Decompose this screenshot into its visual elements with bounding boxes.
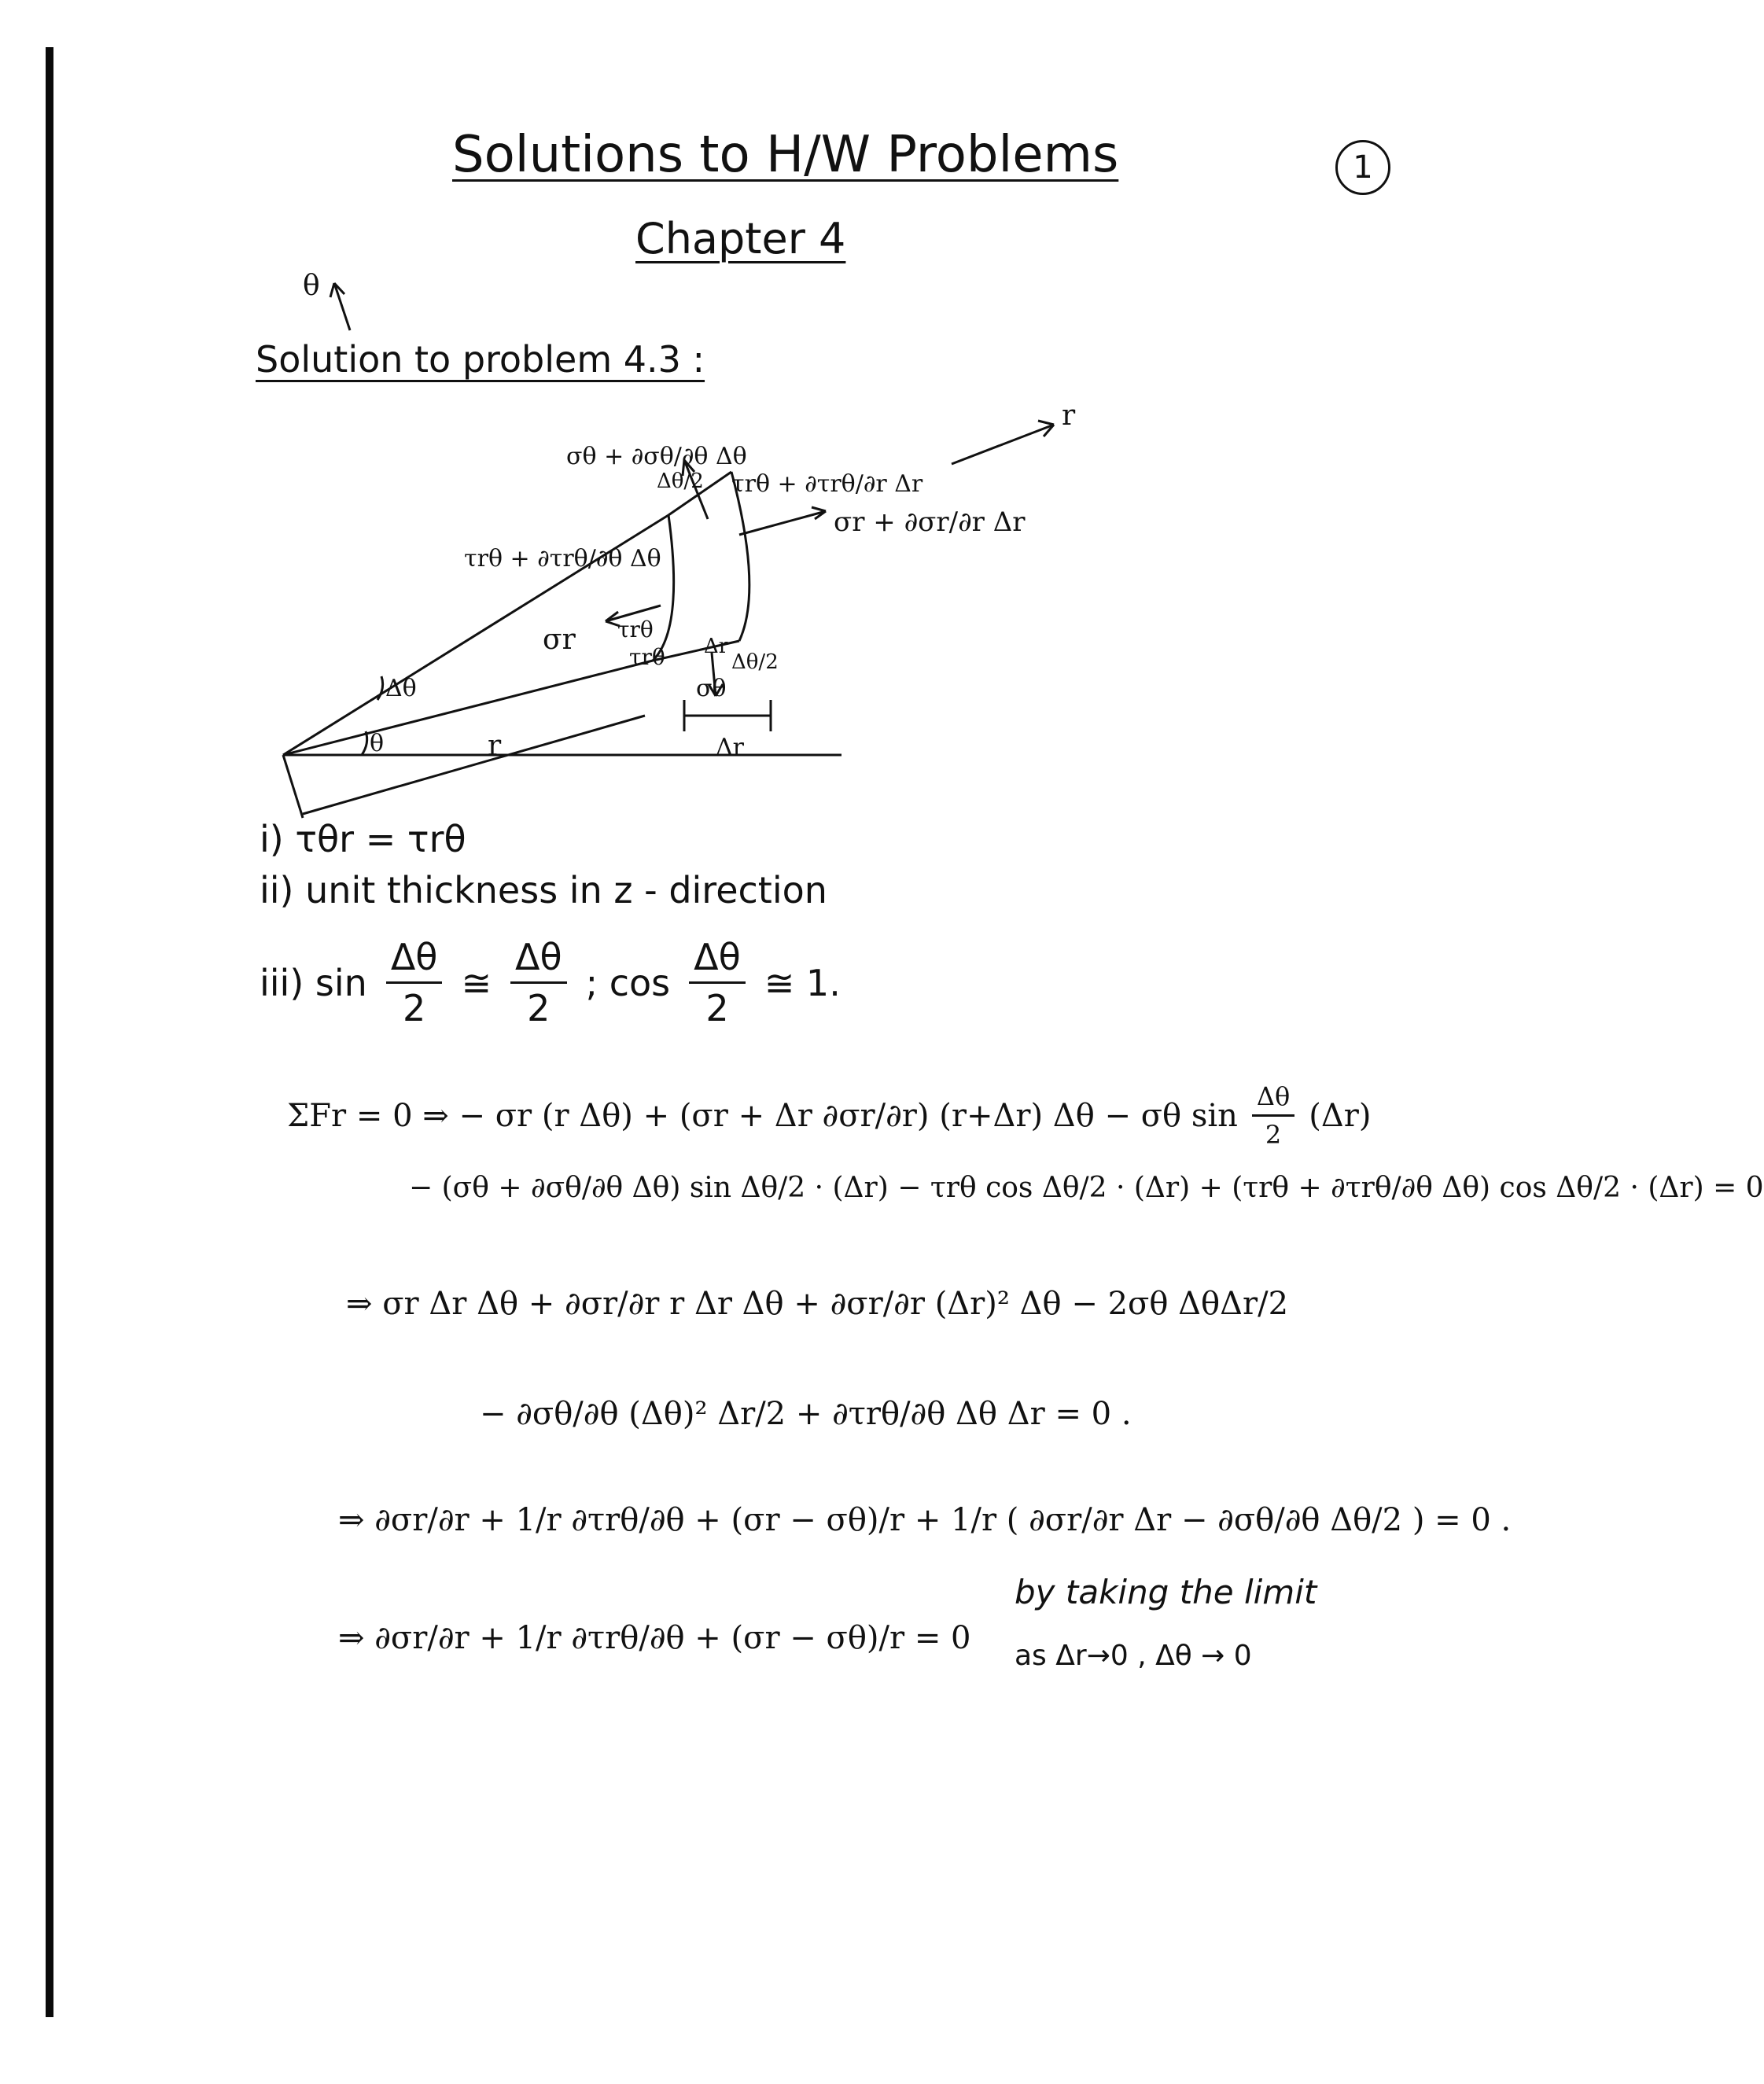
limit-note-2: as Δr→0 , Δθ → 0 <box>1015 1640 1252 1672</box>
note-3-approx: ≅ <box>461 961 492 1004</box>
stress-element-diagram <box>260 260 1125 826</box>
note-3 <box>260 936 841 1029</box>
equation-1 <box>287 1081 1372 1150</box>
equation-1-frac: $\frac{\Delta\theta}{2}$ <box>1252 1081 1294 1150</box>
r-length-label: r <box>488 730 502 762</box>
tau-rtheta-plus-dtheta-label: τrθ + ∂τrθ/∂θ Δθ <box>464 545 661 573</box>
note-2: ii) unit thickness in z - direction <box>260 869 827 911</box>
problem-heading: Solution to problem 4.3 : <box>256 338 705 381</box>
note-3-cos: ; cos <box>585 961 671 1004</box>
equation-6: ⇒ ∂σr/∂r + 1/r ∂τrθ/∂θ + (σr − σθ)/r = 0 <box>338 1620 971 1656</box>
sigma-theta-label: σθ <box>696 675 727 702</box>
sigma-theta-plus-label: σθ + ∂σθ/∂θ Δθ <box>566 443 747 470</box>
note-3-lead: iii) sin <box>260 961 367 1004</box>
equation-2: − (σθ + ∂σθ/∂θ Δθ) sin Δθ/2 · (Δr) − τrθ cos Δθ/2 · (Δr) + (τrθ + ∂τrθ/∂θ Δθ) cos Δθ/2 · (Δr) = 0 <box>409 1172 1764 1204</box>
scan-edge-bar <box>46 47 53 2017</box>
dr-length-label: Δr <box>716 734 745 761</box>
dr-top-label: Δr <box>704 635 729 658</box>
tau-rtheta-label-2: τrθ <box>629 644 665 670</box>
dtheta-angle-label: Δθ <box>385 675 417 702</box>
note-1: i) τθr = τrθ <box>260 818 466 860</box>
half-dtheta-bottom-label: Δθ/2 <box>731 650 779 674</box>
half-dtheta-top-label: Δθ/2 <box>657 469 704 493</box>
equation-5: ⇒ ∂σr/∂r + 1/r ∂τrθ/∂θ + (σr − σθ)/r + 1/r ( ∂σr/∂r Δr − ∂σθ/∂θ Δθ/2 ) = 0 . <box>338 1502 1512 1538</box>
limit-note-1: by taking the limit <box>1015 1573 1317 1611</box>
equation-3: ⇒ σr Δr Δθ + ∂σr/∂r r Δr Δθ + ∂σr/∂r (Δr)² Δθ − 2σθ ΔθΔr/2 <box>346 1286 1289 1322</box>
tau-rtheta-label-1: τrθ <box>617 617 654 643</box>
note-3-frac-2: $\frac{\Delta\theta}{2}$ <box>510 936 567 1029</box>
r-axis-label: r <box>1062 399 1076 432</box>
tau-rtheta-plus-dr-label: τrθ + ∂τrθ/∂r Δr <box>731 470 923 498</box>
sigma-r-label: σr <box>543 624 576 656</box>
chapter-heading: Chapter 4 <box>635 214 846 263</box>
note-3-end: ≅ 1. <box>764 961 841 1004</box>
theta-angle-label: θ <box>370 730 385 757</box>
note-3-frac-3: $\frac{\Delta\theta}{2}$ <box>689 936 746 1029</box>
sigma-r-plus-label: σr + ∂σr/∂r Δr <box>834 506 1026 538</box>
page-title: Solutions to H/W Problems <box>452 126 1119 184</box>
equation-1-main: ΣFr = 0 ⇒ − σr (r Δθ) + (σr + Δr ∂σr/∂r) (r+Δr) Δθ − σθ sin <box>287 1097 1238 1134</box>
equation-1-tail: (Δr) <box>1309 1097 1372 1134</box>
equation-4: − ∂σθ/∂θ (Δθ)² Δr/2 + ∂τrθ/∂θ Δθ Δr = 0 . <box>480 1396 1132 1432</box>
theta-axis-label: θ <box>303 270 320 302</box>
note-3-frac-1: $\frac{\Delta\theta}{2}$ <box>386 936 443 1029</box>
page-number: 1 <box>1335 140 1390 195</box>
